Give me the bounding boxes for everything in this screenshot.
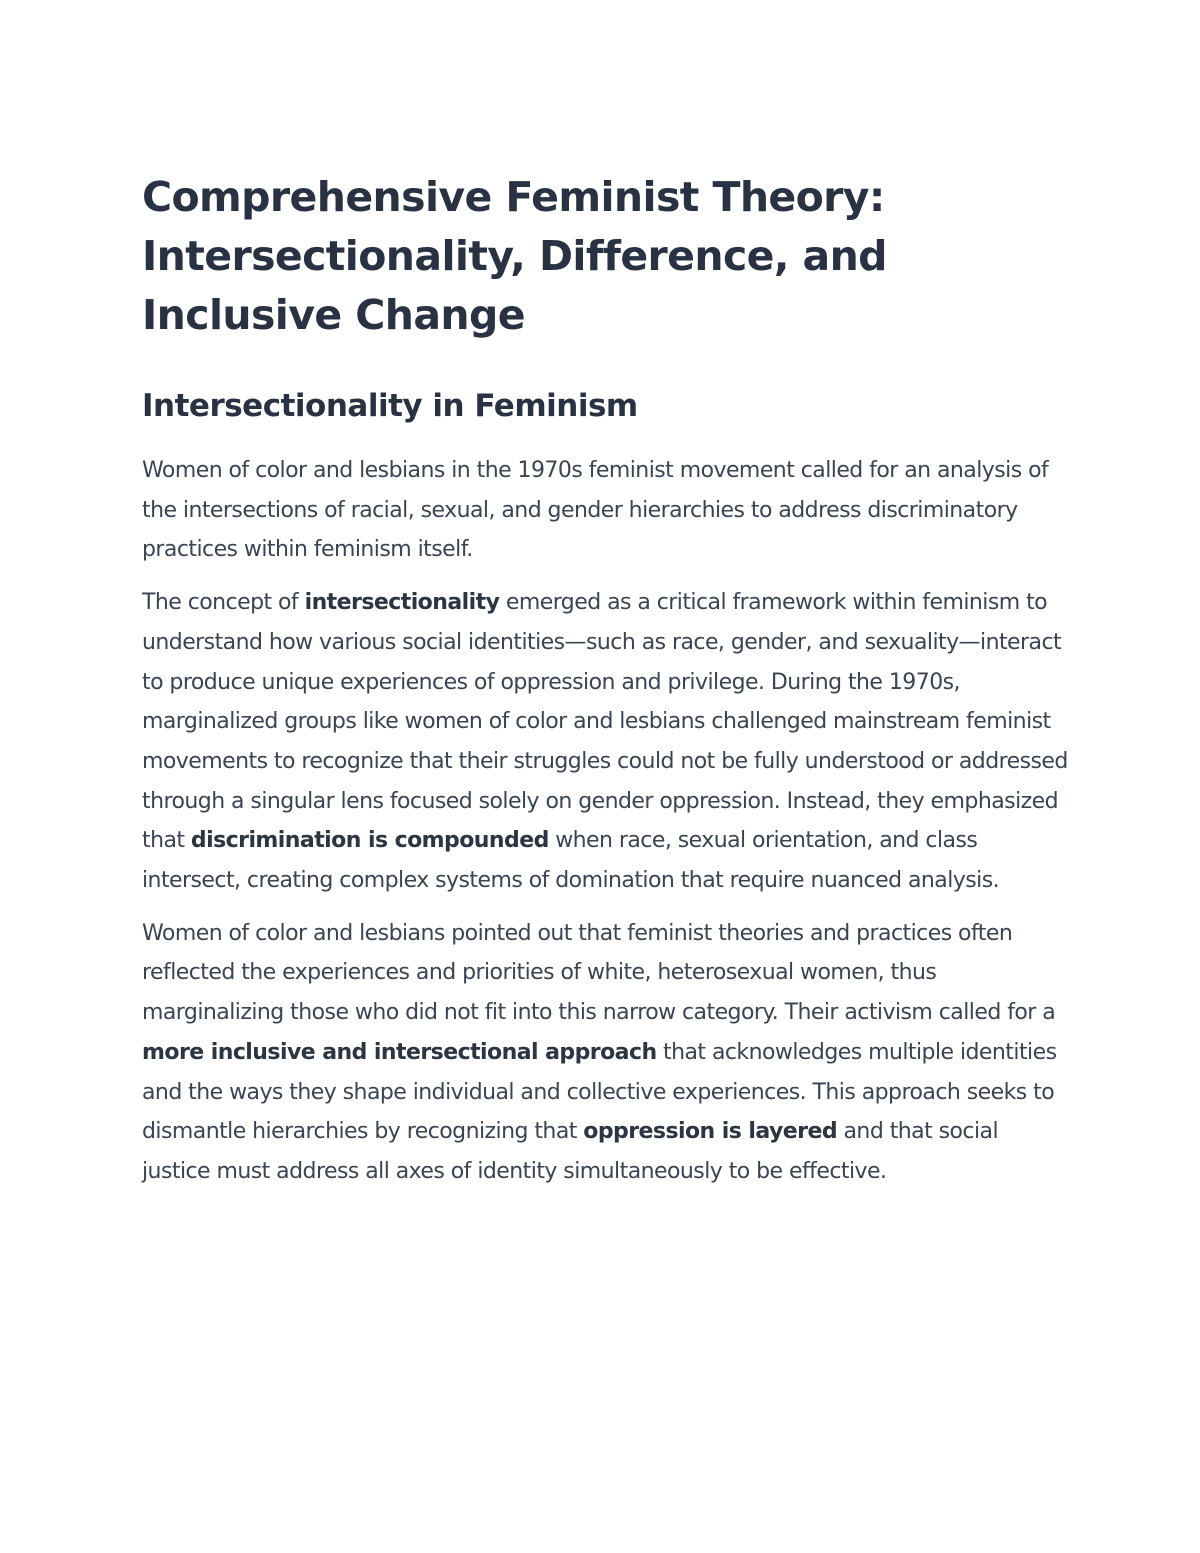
paragraph-2-text-1: The concept of: [142, 590, 305, 616]
paragraph-3-bold-2: oppression is layered: [583, 1119, 838, 1145]
paragraph-2-bold-2: discrimination is compounded: [190, 828, 549, 854]
paragraph-2: [142, 583, 1072, 901]
paragraph-3-text-1: Women of color and lesbians pointed out that feminist theories and practices often reflected the experiences and priorities of white, heterosexual women, thus marginalizing those who did not fit into this narrow category. Their activism called for a: [142, 920, 1056, 1026]
document-page: [142, 168, 1072, 1192]
paragraph-3-text-3: and that social justice must address all axes of identity simultaneously to be effective.: [142, 1119, 999, 1184]
document-title: Comprehensive Feminist Theory: Intersectionality, Difference, and Inclusive Change: [142, 173, 887, 339]
paragraph-2-bold-1: intersectionality: [304, 590, 500, 616]
paragraph-3-text-2: that acknowledges multiple identities and the ways they shape individual and collective experiences. This approach seeks to dismantle hierarchies by recognizing that: [142, 1039, 1057, 1145]
section-heading: Intersectionality in Feminism: [142, 388, 638, 424]
paragraph-2-text-2: emerged as a critical framework within feminism to understand how various social identities—such as race, gender, and sexuality—interact to produce unique experiences of oppression and privilege. During the 1970s, marginalized groups like women of color and lesbians challenged mainstream feminist movements to recognize that their struggles could not be fully understood or addressed through a singular lens focused solely on gender oppression. Instead, they emphasized that: [142, 590, 1068, 854]
paragraph-3-bold-1: more inclusive and intersectional approach: [142, 1039, 657, 1065]
paragraph-3: [142, 914, 1072, 1192]
paragraph-2-text-3: when race, sexual orientation, and class intersect, creating complex systems of domination that require nuanced analysis.: [142, 828, 1000, 894]
paragraph-1: Women of color and lesbians in the 1970s feminist movement called for an analysis of the intersections of racial, sexual, and gender hierarchies to address discriminatory practices within feminism itself.: [142, 458, 1049, 563]
